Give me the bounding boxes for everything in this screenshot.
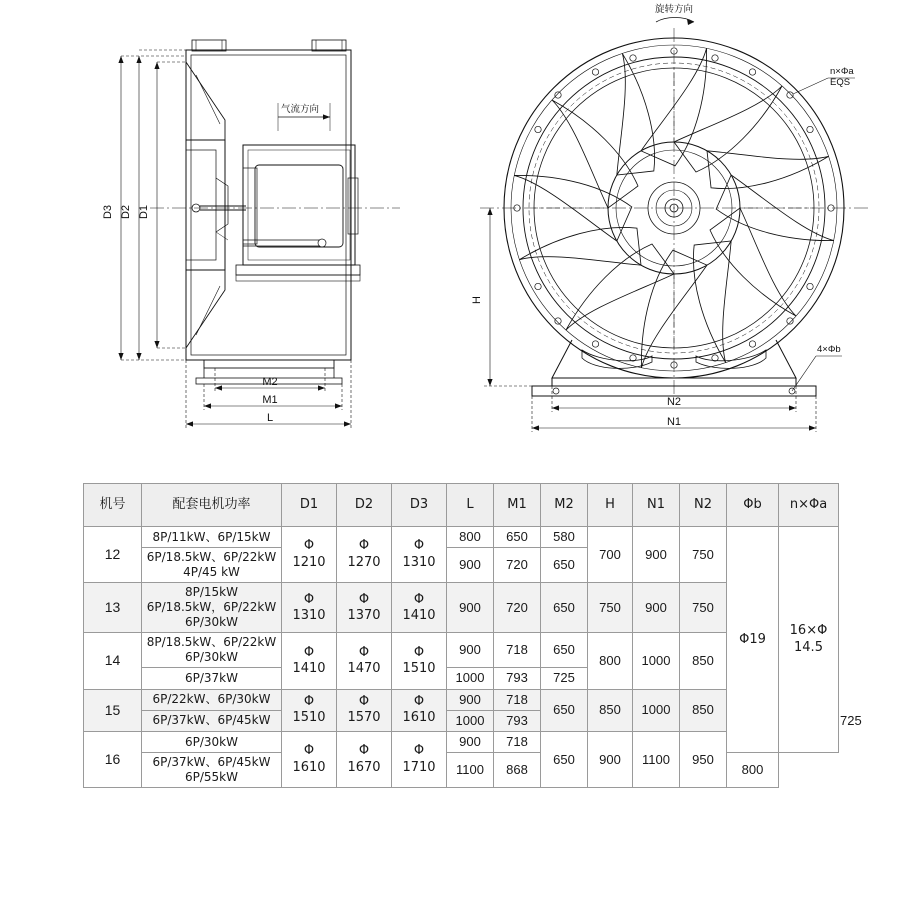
table-row xyxy=(84,583,839,633)
th-l: L xyxy=(447,484,494,527)
table-row xyxy=(84,527,839,548)
cell-n1: 1100 xyxy=(633,732,680,788)
cell-d1: Φ 1210 xyxy=(282,527,337,583)
cell-n-phi-a: 16×Φ 14.5 xyxy=(779,527,839,753)
cell-d1: Φ 1310 xyxy=(282,583,337,633)
th-n-phi-a: n×Φa xyxy=(779,484,839,527)
cell-n1: 1000 xyxy=(633,689,680,732)
axial-fan-side-view xyxy=(0,0,460,470)
cell-d2: Φ 1270 xyxy=(337,527,392,583)
th-machine-no: 机号 xyxy=(84,484,142,527)
cell-l: 900 xyxy=(447,583,494,633)
cell-h: 850 xyxy=(588,689,633,732)
cell-h: 700 xyxy=(588,527,633,583)
cell-m1: 718 xyxy=(494,633,541,668)
label-m2: M2 xyxy=(262,376,278,388)
cell-l: 1000 xyxy=(447,710,494,731)
cell-m2: 800 xyxy=(727,753,779,788)
label-n-phi-a: n×Φa xyxy=(830,66,854,77)
cell-m1: 718 xyxy=(494,689,541,710)
table-row xyxy=(84,689,839,710)
cell-l: 900 xyxy=(447,732,494,753)
table-row: 6P/37kW、6P/45kW 1000 793 725 xyxy=(84,710,839,731)
table-header-row xyxy=(84,484,839,527)
cell-h: 750 xyxy=(588,583,633,633)
cell-d1: Φ 1410 xyxy=(282,633,337,689)
cell-d3: Φ 1610 xyxy=(392,689,447,732)
cell-m2: 650 xyxy=(541,689,588,732)
cell-m1: 720 xyxy=(494,583,541,633)
cell-machine-no: 16 xyxy=(84,732,142,788)
cell-motor-power: 6P/30kW xyxy=(142,732,282,753)
cell-n1: 900 xyxy=(633,527,680,583)
cell-d2: Φ 1670 xyxy=(337,732,392,788)
cell-motor-power: 6P/22kW、6P/30kW xyxy=(142,689,282,710)
label-h: H xyxy=(471,296,483,304)
label-4-phi-b: 4×Φb xyxy=(817,344,841,355)
cell-motor-power: 8P/11kW、6P/15kW xyxy=(142,527,282,548)
cell-m1: 650 xyxy=(494,527,541,548)
table-row xyxy=(84,633,839,668)
th-d1: D1 xyxy=(282,484,337,527)
th-m2: M2 xyxy=(541,484,588,527)
cell-l: 900 xyxy=(447,548,494,583)
cell-m1: 720 xyxy=(494,548,541,583)
cell-d3: Φ 1710 xyxy=(392,732,447,788)
cell-h: 900 xyxy=(588,732,633,788)
label-n1: N1 xyxy=(666,416,682,428)
cell-n2: 850 xyxy=(680,689,727,732)
label-d3: D3 xyxy=(102,204,114,220)
label-d2: D2 xyxy=(120,204,132,220)
label-d1: D1 xyxy=(138,204,150,220)
label-l: L xyxy=(266,412,274,424)
cell-n1: 900 xyxy=(633,583,680,633)
table-row xyxy=(84,732,839,753)
cell-m2: 725 xyxy=(541,668,588,689)
cell-phi-b: Φ19 xyxy=(727,527,779,753)
table-body xyxy=(84,527,862,788)
th-n1: N1 xyxy=(633,484,680,527)
cell-motor-power: 6P/37kW、6P/45kW xyxy=(142,710,282,731)
cell-n2: 750 xyxy=(680,527,727,583)
th-d3: D3 xyxy=(392,484,447,527)
cell-n2: 950 xyxy=(680,732,727,788)
cell-machine-no: 14 xyxy=(84,633,142,689)
cell-n2: 750 xyxy=(680,583,727,633)
cell-m2: 650 xyxy=(541,583,588,633)
th-m1: M1 xyxy=(494,484,541,527)
cell-d1: Φ 1610 xyxy=(282,732,337,788)
cell-machine-no: 12 xyxy=(84,527,142,583)
label-eqs: EQS xyxy=(830,77,851,88)
cell-m1: 718 xyxy=(494,732,541,753)
cell-l: 900 xyxy=(447,633,494,668)
cell-motor-power: 8P/18.5kW、6P/22kW 6P/30kW xyxy=(142,633,282,668)
cell-d3: Φ 1410 xyxy=(392,583,447,633)
cell-l: 900 xyxy=(447,689,494,710)
th-n2: N2 xyxy=(680,484,727,527)
cell-d2: Φ 1470 xyxy=(337,633,392,689)
label-m1: M1 xyxy=(262,394,278,406)
cell-machine-no: 13 xyxy=(84,583,142,633)
cell-n2: 850 xyxy=(680,633,727,689)
cell-m1: 793 xyxy=(494,668,541,689)
cell-motor-power: 6P/37kW xyxy=(142,668,282,689)
cell-m1: 868 xyxy=(494,753,541,788)
label-rotation-direction: 旋转方向 xyxy=(654,4,694,15)
cell-machine-no: 15 xyxy=(84,689,142,732)
cell-d3: Φ 1310 xyxy=(392,527,447,583)
label-airflow-direction: 气流方向 xyxy=(281,104,320,115)
th-d2: D2 xyxy=(337,484,392,527)
cell-l: 1000 xyxy=(447,668,494,689)
cell-m2: 650 xyxy=(541,633,588,668)
cell-motor-power: 6P/18.5kW、6P/22kW 4P/45 kW xyxy=(142,548,282,583)
cell-m2: 650 xyxy=(541,732,588,788)
th-h: H xyxy=(588,484,633,527)
cell-d2: Φ 1570 xyxy=(337,689,392,732)
cell-d3: Φ 1510 xyxy=(392,633,447,689)
cell-h: 800 xyxy=(588,633,633,689)
cell-motor-power: 8P/15kW 6P/18.5kW，6P/22kW 6P/30kW xyxy=(142,583,282,633)
cell-l: 1100 xyxy=(447,753,494,788)
cell-m2: 580 xyxy=(541,527,588,548)
cell-m1: 793 xyxy=(494,710,541,731)
axial-fan-front-view xyxy=(460,0,920,470)
cell-d1: Φ 1510 xyxy=(282,689,337,732)
th-phi-b: Φb xyxy=(727,484,779,527)
cell-d2: Φ 1370 xyxy=(337,583,392,633)
specification-table xyxy=(83,483,862,788)
th-motor-power: 配套电机功率 xyxy=(142,484,282,527)
cell-motor-power: 6P/37kW、6P/45kW 6P/55kW xyxy=(142,753,282,788)
cell-l: 800 xyxy=(447,527,494,548)
cell-n1: 1000 xyxy=(633,633,680,689)
label-n2: N2 xyxy=(666,396,682,408)
cell-m2: 650 xyxy=(541,548,588,583)
specification-table-wrapper xyxy=(83,483,862,788)
